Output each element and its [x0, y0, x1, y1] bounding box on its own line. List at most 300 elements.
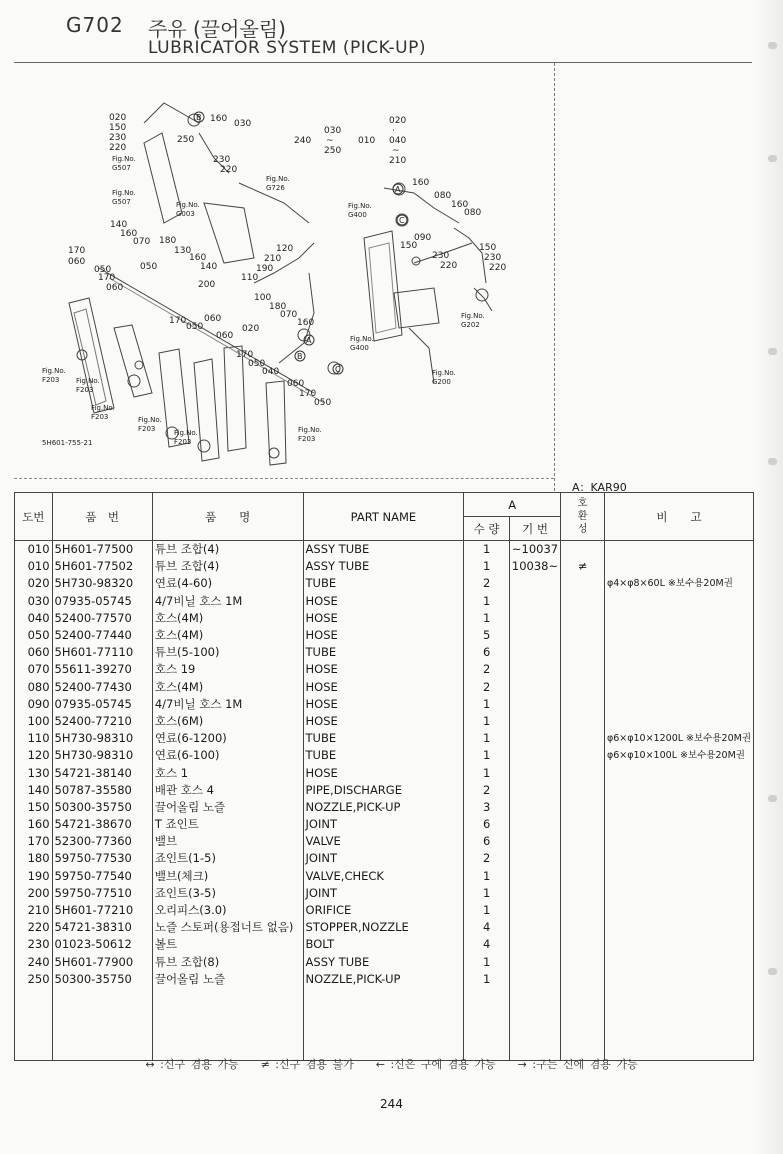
row-remarks — [604, 782, 753, 799]
blank-cell — [561, 988, 605, 1061]
row-name-korean: 호스 19 — [152, 661, 303, 678]
col-header-part-name: PART NAME — [303, 493, 464, 541]
row-remarks: φ6×φ10×1200L ※보수용20M권 — [604, 730, 753, 747]
row-remarks — [604, 833, 753, 850]
row-part-name: NOZZLE,PICK-UP — [303, 799, 464, 816]
diagram-callout: 210 — [264, 254, 282, 264]
row-part-number: 59750-77530 — [52, 850, 152, 867]
row-part-name: HOSE — [303, 696, 464, 713]
row-interchange — [561, 713, 605, 730]
row-ref-no: 130 — [15, 764, 53, 781]
row-name-korean: 튜브 조합(4) — [152, 558, 303, 575]
row-ref-no: 200 — [15, 885, 53, 902]
row-name-korean: 튜브(5-100) — [152, 644, 303, 661]
marker: B — [196, 113, 202, 122]
row-qty: 2 — [464, 575, 510, 592]
row-remarks — [604, 627, 753, 644]
row-serial — [509, 644, 560, 661]
row-interchange — [561, 730, 605, 747]
row-serial — [509, 575, 560, 592]
diagram-callout: 110 — [241, 273, 259, 283]
row-qty: 1 — [464, 713, 510, 730]
row-ref-no: 110 — [15, 730, 53, 747]
table-blank-area — [15, 988, 754, 1061]
page-title-english: LUBRICATOR SYSTEM (PICK-UP) — [148, 38, 426, 58]
row-remarks — [604, 713, 753, 730]
table-row — [15, 575, 754, 592]
table-row — [15, 730, 754, 747]
row-qty: 3 — [464, 799, 510, 816]
row-part-name: ASSY TUBE — [303, 541, 464, 559]
row-qty: 2 — [464, 782, 510, 799]
row-qty: 1 — [464, 593, 510, 610]
table-row — [15, 833, 754, 850]
row-part-number: 5H601-77210 — [52, 902, 152, 919]
model-legend: A：KAR90 — [572, 481, 627, 494]
diagram-callout: 250 — [177, 135, 195, 145]
row-part-number: 59750-77510 — [52, 885, 152, 902]
row-ref-no: 170 — [15, 833, 53, 850]
marker: B — [297, 352, 303, 361]
diagram-callout: 230 — [484, 253, 502, 263]
diagram-callout: 080 — [434, 191, 452, 201]
fig-ref: F203 — [76, 386, 94, 394]
row-serial — [509, 850, 560, 867]
diagram-callout: 050 — [314, 398, 332, 408]
diagram-callout: 200 — [198, 280, 216, 290]
fig-ref-label: Fig.No. — [138, 416, 162, 424]
col-header-name-korean: 품 명 — [152, 493, 303, 541]
table-row — [15, 644, 754, 661]
row-serial: ~10037 — [509, 541, 560, 559]
row-serial — [509, 627, 560, 644]
row-part-name: HOSE — [303, 713, 464, 730]
row-remarks — [604, 936, 753, 953]
row-qty: 2 — [464, 679, 510, 696]
diagram-callout: 060 — [204, 314, 222, 324]
row-qty: 1 — [464, 954, 510, 971]
fig-ref: G507 — [112, 164, 131, 172]
row-ref-no: 190 — [15, 868, 53, 885]
row-qty: 1 — [464, 868, 510, 885]
fig-ref-label: Fig.No. — [350, 335, 374, 343]
binding-hole — [768, 42, 777, 49]
row-ref-no: 180 — [15, 850, 53, 867]
col-header-group-a: A — [464, 493, 561, 517]
row-remarks — [604, 696, 753, 713]
group-item: 210 — [389, 156, 407, 166]
row-part-name: TUBE — [303, 644, 464, 661]
row-qty: 1 — [464, 696, 510, 713]
diagram-callout: 160 — [120, 229, 138, 239]
fig-ref-label: Fig.No. — [348, 202, 372, 210]
diagram-callout: 160 — [297, 318, 315, 328]
row-part-name: HOSE — [303, 661, 464, 678]
row-qty: 1 — [464, 730, 510, 747]
exploded-parts-diagram — [14, 63, 554, 478]
row-serial — [509, 816, 560, 833]
row-part-number: 5H601-77502 — [52, 558, 152, 575]
row-interchange — [561, 627, 605, 644]
diagram-callout: 020 — [242, 324, 260, 334]
binding-hole — [768, 155, 777, 162]
row-qty: 1 — [464, 885, 510, 902]
fig-ref-label: Fig.No. — [112, 155, 136, 163]
fig-ref-label: Fig.No. — [112, 189, 136, 197]
fig-ref-label: Fig.No. — [298, 426, 322, 434]
diagram-callout: 090 — [414, 233, 432, 243]
row-part-number: 5H601-77110 — [52, 644, 152, 661]
diagram-callout: 170 — [68, 246, 86, 256]
row-name-korean: 볼트 — [152, 936, 303, 953]
row-serial — [509, 902, 560, 919]
diagram-callout: 020 — [109, 113, 127, 123]
diagram-callout: 050 — [186, 322, 204, 332]
row-interchange — [561, 885, 605, 902]
row-interchange — [561, 919, 605, 936]
row-remarks — [604, 679, 753, 696]
row-remarks — [604, 541, 753, 559]
row-qty: 1 — [464, 902, 510, 919]
table-row — [15, 850, 754, 867]
diagram-callout: 220 — [220, 165, 238, 175]
row-part-name: HOSE — [303, 679, 464, 696]
binding-hole — [768, 968, 777, 975]
row-part-name: JOINT — [303, 816, 464, 833]
col-header-no: 도번 — [15, 493, 53, 541]
table-row — [15, 868, 754, 885]
blank-cell — [52, 988, 152, 1061]
fig-ref-label: Fig.No. — [461, 312, 485, 320]
diagram-callout: 130 — [174, 246, 192, 256]
table-row — [15, 971, 754, 988]
row-qty: 6 — [464, 816, 510, 833]
row-qty: 1 — [464, 747, 510, 764]
table-row — [15, 764, 754, 781]
binding-hole — [768, 795, 777, 802]
diagram-callout: 060 — [287, 379, 305, 389]
col-header-remarks: 비 고 — [604, 493, 753, 541]
row-serial — [509, 954, 560, 971]
row-part-number: 50300-35750 — [52, 971, 152, 988]
row-ref-no: 010 — [15, 558, 53, 575]
diagram-callout: 220 — [489, 263, 507, 273]
row-qty: 1 — [464, 558, 510, 575]
diagram-callout: 220 — [440, 261, 458, 271]
col-header-part-number: 품 번 — [52, 493, 152, 541]
row-part-number: 52400-77430 — [52, 679, 152, 696]
row-part-name: BOLT — [303, 936, 464, 953]
diagram-callout: 160 — [210, 114, 228, 124]
diagram-callout: 170 — [98, 273, 116, 283]
row-interchange — [561, 575, 605, 592]
row-serial — [509, 610, 560, 627]
table-row — [15, 747, 754, 764]
section-code: G702 — [66, 13, 124, 37]
row-ref-no: 080 — [15, 679, 53, 696]
diagram-callout: 070 — [280, 310, 298, 320]
diagram-bottom-rule — [14, 478, 554, 479]
diagram-id-note: 5H601-755-21 — [42, 439, 93, 447]
row-remarks — [604, 799, 753, 816]
row-remarks — [604, 661, 753, 678]
diagram-callout: 100 — [254, 293, 272, 303]
row-remarks — [604, 558, 753, 575]
row-name-korean: 밸브(체크) — [152, 868, 303, 885]
blank-cell — [303, 988, 464, 1061]
row-interchange — [561, 954, 605, 971]
table-row — [15, 610, 754, 627]
diagram-callout: 160 — [189, 253, 207, 263]
row-qty: 4 — [464, 919, 510, 936]
fig-ref: F203 — [298, 435, 316, 443]
marker: A — [306, 336, 312, 345]
col-header-interchange: 호 환 성 — [561, 493, 605, 541]
row-interchange — [561, 764, 605, 781]
row-interchange — [561, 679, 605, 696]
fig-ref-label: Fig.No. — [266, 175, 290, 183]
row-remarks — [604, 764, 753, 781]
row-qty: 5 — [464, 627, 510, 644]
table-row — [15, 558, 754, 575]
row-part-name: HOSE — [303, 627, 464, 644]
row-interchange — [561, 661, 605, 678]
row-name-korean: 죠인트(3-5) — [152, 885, 303, 902]
row-part-number: 07935-05745 — [52, 593, 152, 610]
row-ref-no: 040 — [15, 610, 53, 627]
table-row — [15, 713, 754, 730]
row-name-korean: 연료(6-1200) — [152, 730, 303, 747]
row-remarks — [604, 885, 753, 902]
row-serial — [509, 868, 560, 885]
blank-cell — [464, 988, 510, 1061]
row-part-name: PIPE,DISCHARGE — [303, 782, 464, 799]
diagram-callout: 050 — [140, 262, 158, 272]
row-ref-no: 150 — [15, 799, 53, 816]
row-ref-no: 120 — [15, 747, 53, 764]
row-part-name: ASSY TUBE — [303, 954, 464, 971]
row-serial — [509, 799, 560, 816]
row-ref-no: 100 — [15, 713, 53, 730]
blank-cell — [604, 988, 753, 1061]
fig-ref-label: Fig.No. — [176, 201, 200, 209]
fig-ref-label: Fig.No. — [432, 369, 456, 377]
table-row — [15, 954, 754, 971]
col-header-qty: 수 량 — [464, 517, 510, 541]
row-interchange — [561, 799, 605, 816]
diagram-callout: 230 — [213, 155, 231, 165]
row-remarks — [604, 610, 753, 627]
row-part-name: VALVE,CHECK — [303, 868, 464, 885]
diagram-callout: 220 — [109, 143, 127, 153]
row-remarks — [604, 954, 753, 971]
fig-ref: G003 — [176, 210, 195, 218]
row-serial — [509, 713, 560, 730]
group-item: 250 — [324, 146, 342, 156]
table-row — [15, 782, 754, 799]
diagram-callout: 060 — [216, 331, 234, 341]
diagram-callout: 070 — [133, 237, 151, 247]
row-serial — [509, 833, 560, 850]
row-name-korean: 연료(6-100) — [152, 747, 303, 764]
row-name-korean: 오리피스(3.0) — [152, 902, 303, 919]
fig-ref-label: Fig.No. — [76, 377, 100, 385]
diagram-callout: 160 — [451, 200, 469, 210]
row-qty: 2 — [464, 850, 510, 867]
table-row — [15, 799, 754, 816]
group-item: ~ — [392, 146, 400, 156]
row-name-korean: 4/7비닐 호스 1M — [152, 696, 303, 713]
row-part-name: VALVE — [303, 833, 464, 850]
marker: A — [395, 185, 401, 194]
row-name-korean: 4/7비닐 호스 1M — [152, 593, 303, 610]
row-ref-no: 250 — [15, 971, 53, 988]
row-name-korean: 호스(4M) — [152, 627, 303, 644]
row-name-korean: 끌어올림 노즐 — [152, 971, 303, 988]
group-item: 040 — [389, 136, 407, 146]
row-remarks — [604, 593, 753, 610]
group-item: ~ — [326, 136, 334, 146]
row-part-number: 5H730-98320 — [52, 575, 152, 592]
row-remarks — [604, 850, 753, 867]
row-ref-no: 030 — [15, 593, 53, 610]
row-qty: 1 — [464, 764, 510, 781]
row-serial — [509, 696, 560, 713]
row-part-name: TUBE — [303, 730, 464, 747]
row-part-number: 01023-50612 — [52, 936, 152, 953]
row-remarks — [604, 868, 753, 885]
row-ref-no: 140 — [15, 782, 53, 799]
table-row — [15, 679, 754, 696]
row-interchange — [561, 971, 605, 988]
interchange-legend: ↔ :신구 겸용 가능 ≠ :신구 겸용 불가 ← :신은 구에 겸용 가능 → :구는 신에 겸용 가능 — [145, 1058, 638, 1071]
diagram-callout: 170 — [299, 389, 317, 399]
row-name-korean: 끌어올림 노즐 — [152, 799, 303, 816]
row-part-name: TUBE — [303, 747, 464, 764]
fig-ref: G400 — [350, 344, 369, 352]
row-part-name: ORIFICE — [303, 902, 464, 919]
row-interchange — [561, 610, 605, 627]
table-row — [15, 661, 754, 678]
diagram-callout: 170 — [236, 350, 254, 360]
row-ref-no: 060 — [15, 644, 53, 661]
row-serial — [509, 679, 560, 696]
row-interchange — [561, 816, 605, 833]
table-row — [15, 816, 754, 833]
fig-ref: F203 — [91, 413, 109, 421]
row-name-korean: 호스 1 — [152, 764, 303, 781]
blank-cell — [509, 988, 560, 1061]
row-name-korean: T 죠인트 — [152, 816, 303, 833]
row-part-number: 59750-77540 — [52, 868, 152, 885]
row-name-korean: 연료(4-60) — [152, 575, 303, 592]
table-row — [15, 696, 754, 713]
row-remarks — [604, 919, 753, 936]
row-part-number: 54721-38670 — [52, 816, 152, 833]
marker: C — [399, 216, 405, 225]
row-ref-no: 210 — [15, 902, 53, 919]
row-remarks — [604, 644, 753, 661]
blank-cell — [15, 988, 53, 1061]
row-qty: 6 — [464, 644, 510, 661]
row-ref-no: 160 — [15, 816, 53, 833]
diagram-callout: 040 — [262, 367, 280, 377]
group-item: · — [392, 126, 395, 136]
fig-ref-label: Fig.No. — [42, 367, 66, 375]
row-ref-no: 230 — [15, 936, 53, 953]
row-qty: 4 — [464, 936, 510, 953]
row-name-korean: 호스(6M) — [152, 713, 303, 730]
diagram-callout: 230 — [109, 133, 127, 143]
group-item: 030 — [324, 126, 342, 136]
row-name-korean: 죠인트(1-5) — [152, 850, 303, 867]
row-name-korean: 배관 호스 4 — [152, 782, 303, 799]
table-row — [15, 541, 754, 559]
row-serial — [509, 593, 560, 610]
row-interchange — [561, 782, 605, 799]
fig-ref: G726 — [266, 184, 285, 192]
parts-table — [14, 492, 754, 1061]
group-label: 010 — [358, 136, 376, 146]
row-part-number: 55611-39270 — [52, 661, 152, 678]
row-serial — [509, 764, 560, 781]
fig-ref: G200 — [432, 378, 451, 386]
marker: C — [335, 365, 341, 374]
fig-ref: F203 — [138, 425, 156, 433]
row-remarks: φ4×φ8×60L ※보수용20M권 — [604, 575, 753, 592]
row-ref-no: 240 — [15, 954, 53, 971]
row-interchange — [561, 868, 605, 885]
diagram-callout: 060 — [106, 283, 124, 293]
diagram-callout: 080 — [464, 208, 482, 218]
diagram-callout: 150 — [109, 123, 127, 133]
row-serial — [509, 730, 560, 747]
row-name-korean: 노즐 스토퍼(용접너트 없음) — [152, 919, 303, 936]
row-serial — [509, 782, 560, 799]
row-part-number: 52400-77570 — [52, 610, 152, 627]
row-part-name: ASSY TUBE — [303, 558, 464, 575]
row-interchange — [561, 644, 605, 661]
binding-hole — [768, 348, 777, 355]
diagram-callout: 190 — [256, 264, 274, 274]
diagram-callout: 140 — [200, 262, 218, 272]
row-part-number: 5H730-98310 — [52, 730, 152, 747]
row-part-number: 5H730-98310 — [52, 747, 152, 764]
row-part-name: STOPPER,NOZZLE — [303, 919, 464, 936]
row-part-name: HOSE — [303, 764, 464, 781]
row-part-name: HOSE — [303, 593, 464, 610]
row-serial — [509, 971, 560, 988]
row-part-number: 5H601-77500 — [52, 541, 152, 559]
diagram-callout: 140 — [110, 220, 128, 230]
group-item: 020 — [389, 116, 407, 126]
row-part-name: HOSE — [303, 610, 464, 627]
row-remarks: φ6×φ10×100L ※보수용20M권 — [604, 747, 753, 764]
row-part-number: 5H601-77900 — [52, 954, 152, 971]
table-row — [15, 919, 754, 936]
diagram-callout: 060 — [68, 257, 86, 267]
page-title-korean: 주유 (끌어올림) — [148, 17, 286, 41]
row-serial — [509, 919, 560, 936]
row-serial — [509, 747, 560, 764]
row-qty: 1 — [464, 541, 510, 559]
diagram-callout: 230 — [432, 251, 450, 261]
row-interchange — [561, 850, 605, 867]
row-part-number: 07935-05745 — [52, 696, 152, 713]
diagram-callout: 050 — [94, 265, 112, 275]
row-interchange — [561, 936, 605, 953]
diagram-callout: 150 — [400, 241, 418, 251]
